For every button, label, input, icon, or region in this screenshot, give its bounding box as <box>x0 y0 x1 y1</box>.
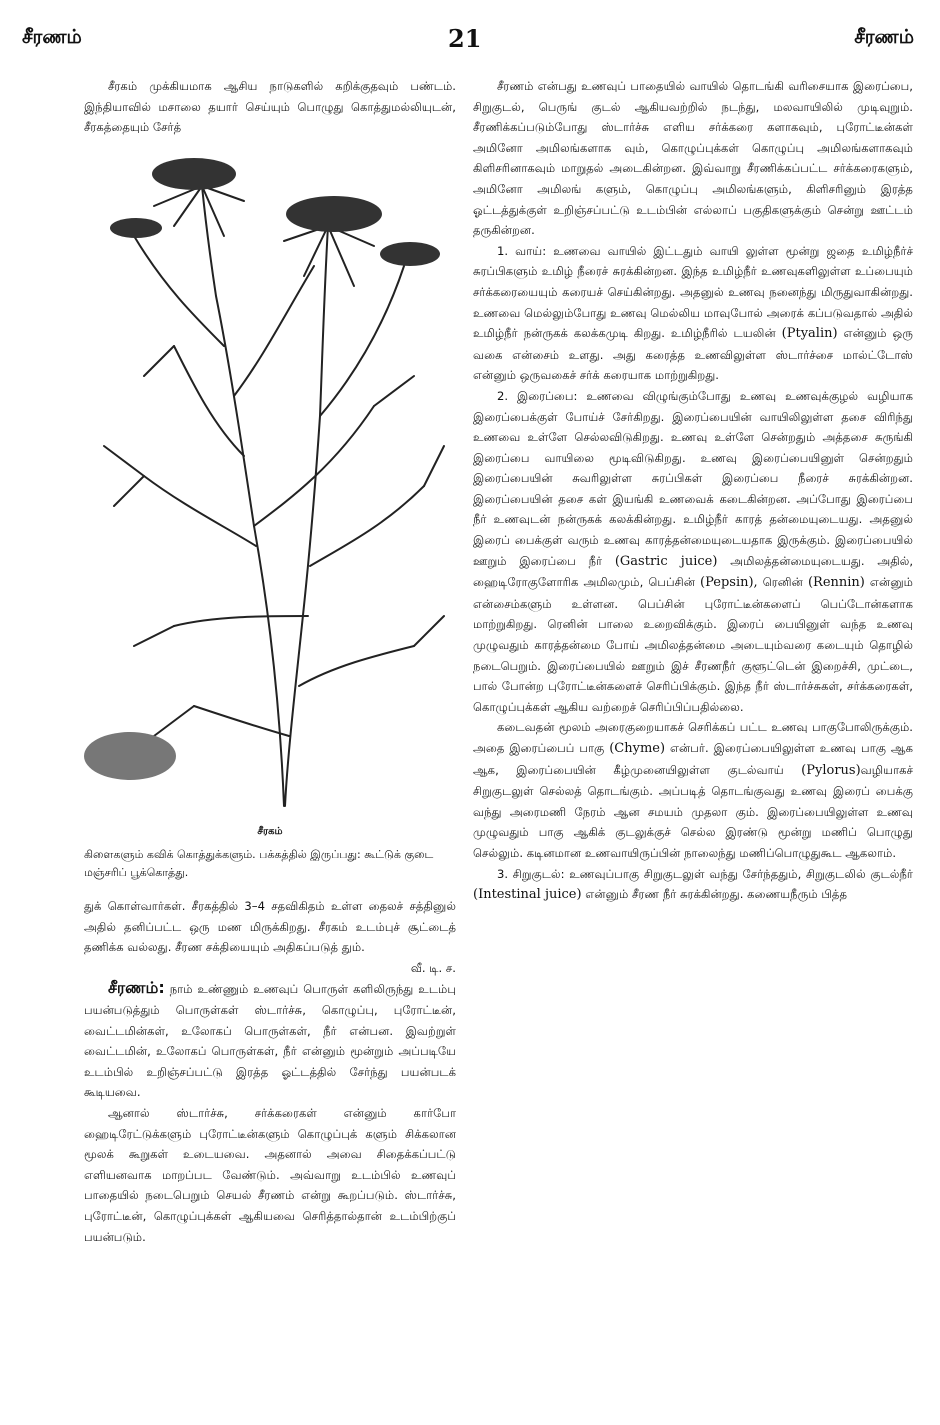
intro-paragraph: சீரகம் முக்கியமாக ஆசிய நாடுகளில் கறிக்குதவும் பண்டம். இந்தியாவில் மசாலை தயார் செய்யும் பொழுது கொத்துமல்லியுடன், சீரகத்தையும் சேர்த் <box>84 79 456 135</box>
ptyalin-term: (Ptyalin) <box>781 326 838 342</box>
intestine-text-a: 3. சிறுகுடல்: உணவுப்பாகு சிறுகுடலுள் வந்து சேர்ந்ததும், சிறுகுடலில் குடல்நீர் <box>497 866 913 881</box>
entry-paragraph-1 <box>84 978 456 1103</box>
chyme-paragraph <box>473 717 913 863</box>
stomach-section <box>473 386 913 718</box>
running-head-right: சீரணம் <box>854 26 914 48</box>
chyme-text-a: கடைவதன் மூலம் அரைகுறையாகச் செரிக்கப் பட்ட உணவு பாகுபோலிருக்கும். அதை இரைப்பைப் பாகு <box>473 720 913 755</box>
entry-text-1: நாம் உண்ணும் உணவுப் பொருள் களிலிருந்து உடம்பு பயன்படுத்தும் பொருள்கள் ஸ்டார்ச்சு, கொழுப்பு, புரோட்டீன், வைட்டமின்கள், உலோகப் பொருள்கள், நீர் என்பன. இவற்றுள் வைட்டமின், உலோகப் பொருள்கள், நீர் என்னும் மூன்றும் அப்படியே உடம்பில் உறிஞ்சப்பட்டு இரத்த ஓட்டத்தில் சேர்ந்து பயன்படக் கூடியவை. <box>84 982 457 1100</box>
right-paragraph-1: சீரணம் என்பது உணவுப் பாதையில் வாயில் தொடங்கி வரிசையாக இரைப்பை, சிறுகுடல், பெருங் குடல் ஆகியவற்றில் நடந்து, மலவாயிலில் முடிவுறும். சீரணிக்கப்படும்போது ஸ்டார்ச்சு எளிய சர்க்கரை களாகவும், புரோட்டீன்கள் அமினோ அமிலங்களாக வும், கொழுப்புக்கள் கொழுப்பு அமிலங்களாகவும் கிளிசரினாகவும் மாறுதல் அடைகின்றன. இவ்வாறு சீரணிக்கப்பட்ட சர்க்கரைகளும், அமினோ அமிலங் களும், கொழுப்பு அமிலங்களும், கிளிசரினும் இரத்த ஓட்டத்துக்குள் உறிஞ்சப்பட்டு உடம்பின் எல்லாப் பகுதிகளுக்கும் சென்று ஊட்டம் தருகின்றன. <box>473 79 913 238</box>
page-number: 21 <box>448 24 482 53</box>
left-intro <box>84 76 456 138</box>
figure-caption: கிளைகளும் கவிக் கொத்துக்களும். பக்கத்தில் இருப்பது: கூட்டுக் குடை மஞ்சரிப் பூக்கொத்து. <box>84 848 434 879</box>
cumin-continuation: துக் கொள்வார்கள். சீரகத்தில் 3–4 சதவிகிதம் உள்ள தைலச் சத்தினுல் அதில் தனிப்பட்ட ஒரு மண மிருக்கிறது. சீரகம் உடம்புச் சூட்டைத் தணிக்க வல்லது. சீரண சக்தியையும் அதிகப்படுத் தும். <box>84 899 456 955</box>
right-column <box>473 76 913 906</box>
figure-caption-title: சீரகம் <box>257 826 283 837</box>
pepsin-term: (Pepsin), <box>700 575 758 591</box>
mouth-text-a: 1. வாய்: உணவை வாயில் இட்டதும் வாயி லுள்ள மூன்று ஜதை உமிழ்நீர்ச் சுரப்பிகளும் உமிழ் நீரைச் சுரக்கின்றன. இந்த உமிழ்நீர் உணவுகளிலுள்ள உப்பையும் சர்க்கரையையும் கரையச் செய்கின்றது. அதனுல் உணவு நனைந்து மிருதுவாகின்றது. உணவை மெல்லும்போது உணவு மெல்லிய மாவுபோல் அரைக் கப்படுவதால் அதில் உமிழ்நீர் நன்ருகக் கலக்கமுடி கிறது. உமிழ்நீரில் டயலின் <box>473 243 913 341</box>
mouth-section <box>473 241 913 386</box>
gastric-juice-term: (Gastric juice) <box>614 553 718 569</box>
chyme-term: (Chyme) <box>609 741 666 756</box>
chyme-text-b: என்பர். இரைப்பையிலுள்ள உணவு பாகு ஆக ஆக, இரைப்பையின் கீழ்முனையிலுள்ள குடல்வாய் <box>473 741 913 777</box>
intestine-text-b: என்னும் சீரண நீர் சுரக்கின்றது. கணையநீரும் பித்த <box>585 887 848 902</box>
rennin-term: (Rennin) <box>807 575 865 591</box>
left-continued <box>84 896 456 1247</box>
chyme-text-c: வழியாகச் சிறுகுடலுள் செல்லத் தொடங்கும். அப்படித் தொடங்குவது உணவு இரைப் பைக்கு வந்து அரைமணி நேரம் ஆன சமயம் முதலா கும். இரைப்பையிலுள்ள உணவு முழுவதும் பாகு ஆகிக் குடலுக்குச் செல்ல இரண்டு மூன்று மணிப் பொழுது செல்லும். கடினமான உணவாயிருப்பின் நாலைந்து மணிப்பொழுதுகூட ஆகலாம். <box>473 762 913 860</box>
mouth-text-b: என்னும் ஒரு வகை என்சைம் உளது. அது கரைத்த உணவிலுள்ள ஸ்டார்ச்சை மால்ட்டோஸ் என்னும் ஒருவகைச் சர்க் கரையாக மாற்றுகிறது. <box>473 326 914 383</box>
entry-headword: சீரணம்: <box>108 978 165 998</box>
stomach-text-b: அமிலத்தன்மையுடையது. அதில், ஹைடிரோகுளோரிக அமிலமும், பெப்சின் <box>473 553 914 590</box>
intestinal-juice-term: (Intestinal juice) <box>473 887 582 903</box>
small-intestine-section <box>473 864 913 906</box>
author-signature: வீ. டி. ச. <box>410 960 456 975</box>
stomach-text-a: 2. இரைப்பை: உணவை விழுங்கும்போது உணவு உணவுக்குழல் வழியாக இரைப்பைக்குள் போய்ச் சேர்கிறது. இரைப்பையின் வாயிலிலுள்ள தசை விரிந்து உணவை உள்ளே செல்லவிடுகிறது. உணவு உள்ளே சென்றதும் அத்தசை சுருங்கி இரைப்பை வாயிலை மூடிவிடுகிறது. உணவு இரைப்பையினுள் சென்றதும் இரைப்பையின் சுவரிலுள்ள சுரப்பிகள் இரைப்பை நீரைச் சுரக்கின்றன. இரைப்பையின் தசை கள் இயங்கி உணவைக் கடைகின்றன. அப்போது இரைப்பை நீர் உணவுடன் நன்ருகக் கலக்கின்றது. உமிழ்நீர் காரத் தன்மையுடையது. அதனுல் இரைப் பைக்குள் வரும் உணவு காரத்தன்மையுடையதாக இருக்கும். இரைப்பையில் ஊறும் இரைப்பை நீர் <box>473 388 913 568</box>
stomach-text-d: என்னும் என்சைம்களும் உள்ளன. பெப்சின் புரோட்டீன்களைப் பெப்டோன்களாக மாற்றுகிறது. ரெனின் பாலை உறைவிக்கும். இரைப் பையினுள் வந்த உணவு முழுவதும் காரத்தன்மை போய் அமிலத்தன்மை அடையும்வரை கடையும் தொழில் நடைபெறும். இரைப்பையில் ஊறும் இச் சீரணநீர் குளூட்டென் இறைச்சி, முட்டை, பால் போன்ற புரோட்டீன்களைச் செரிப்பிக்கும். இந்த நீர் ஸ்டார்ச்சுகள், சர்க்கரைகள், கொழுப்புக்கள் ஆகிய வற்றைச் செரிப்பிப்பதில்லை. <box>473 575 913 714</box>
pylorus-term: (Pylorus) <box>801 762 861 778</box>
cumin-plant-illustration <box>84 146 456 816</box>
running-head-left: சீரணம் <box>22 26 82 48</box>
entry-paragraph-2: ஆனால் ஸ்டார்ச்சு, சர்க்கரைகள் என்னும் கார்போ ஹைடிரேட்டுக்களும் புரோட்டீன்களும் கொழுப்புக் களும் சிக்கலான மூலக் கூறுகள் உடையவை. அதனால் அவை சிதைக்கப்பட்டு எளியனவாக மாறப்பட வேண்டும். அவ்வாறு உடம்பில் உணவுப் பாதையில் நடைபெறும் செயல் சீரணம் என்று கூறப்படும். ஸ்டார்ச்சு, புரோட்டீன், கொழுப்புக்கள் ஆகியவை செரித்தால்தான் உடம்பிற்குப் பயன்படும். <box>84 1105 456 1244</box>
stomach-text-c: ரெனின் <box>762 575 803 590</box>
